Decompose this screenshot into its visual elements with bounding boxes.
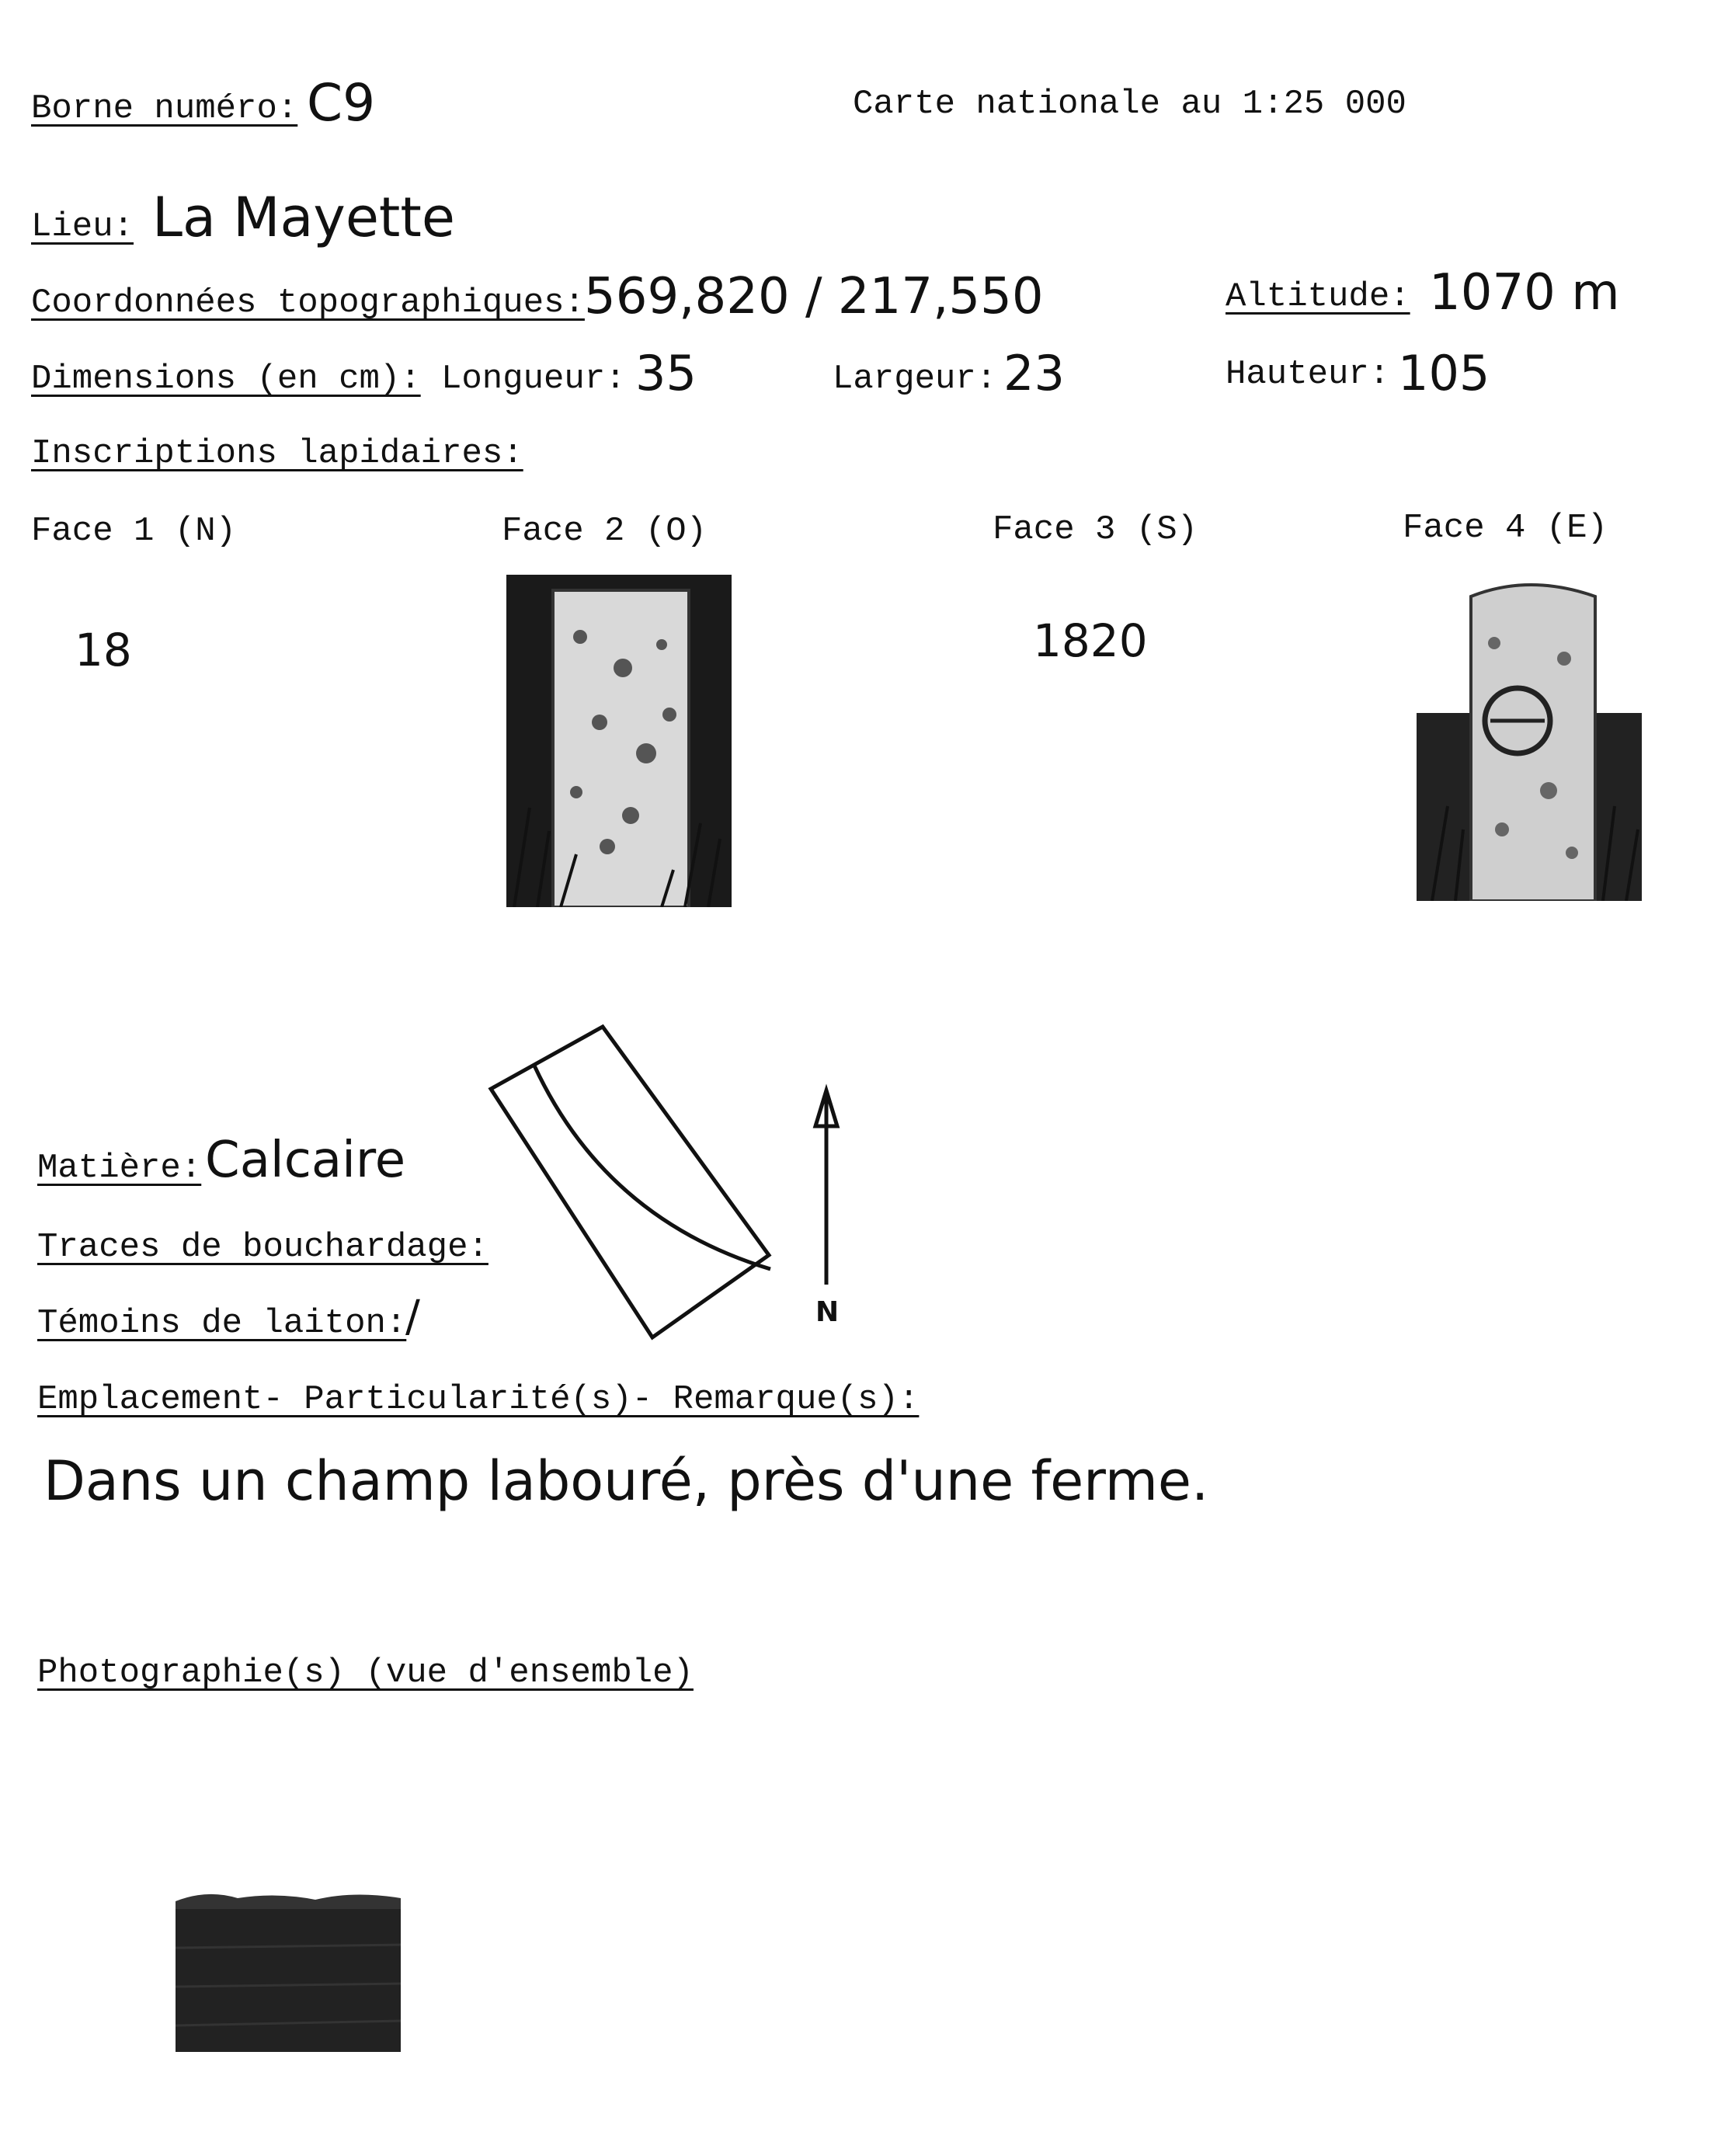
face-4-label: Face 4 (E) xyxy=(1403,509,1608,548)
altitude-label: Altitude: xyxy=(1226,277,1410,316)
borne-sketch xyxy=(482,1017,916,1344)
face-1-label: Face 1 (N) xyxy=(31,512,237,551)
borne-value: C9 xyxy=(307,73,376,133)
matiere-value: Calcaire xyxy=(205,1132,406,1189)
face-2-label: Face 2 (O) xyxy=(502,512,708,551)
borne-label: Borne numéro: xyxy=(31,89,298,128)
lieu-label: Lieu: xyxy=(31,207,134,246)
face-3-label: Face 3 (S) xyxy=(993,510,1198,549)
face-1-inscription: 18 xyxy=(75,624,132,676)
longueur-value: 35 xyxy=(635,345,697,402)
coordonnees-label: Coordonnées topographiques: xyxy=(31,283,585,322)
matiere-label: Matière: xyxy=(37,1149,202,1188)
photographie-label: Photographie(s) (vue d'ensemble) xyxy=(37,1654,694,1692)
emplacement-label: Emplacement- Particularité(s)- Remarque(s): xyxy=(37,1380,920,1419)
overview-photo xyxy=(176,1878,401,2052)
face-3-inscription: 1820 xyxy=(1033,614,1148,667)
coordonnees-value: 569,820 / 217,550 xyxy=(584,268,1044,325)
emplacement-value: Dans un champ labouré, près d'une ferme. xyxy=(43,1449,1209,1513)
face-4-photo xyxy=(1417,573,1642,901)
largeur-value: 23 xyxy=(1003,345,1065,402)
bouchardage-label: Traces de bouchardage: xyxy=(37,1228,488,1267)
carte-label: Carte nationale au 1:25 000 xyxy=(853,85,1406,123)
dimensions-label: Dimensions (en cm): xyxy=(31,360,421,398)
longueur-label: Longueur: xyxy=(441,360,626,398)
laiton-value: / xyxy=(405,1292,420,1342)
largeur-label: Largeur: xyxy=(833,360,997,398)
hauteur-value: 105 xyxy=(1398,345,1490,402)
lieu-value: La Mayette xyxy=(152,186,455,249)
north-label: N xyxy=(815,1296,840,1328)
face-2-photo xyxy=(506,575,732,907)
laiton-label: Témoins de laiton: xyxy=(37,1304,407,1343)
inscriptions-label: Inscriptions lapidaires: xyxy=(31,434,523,473)
hauteur-label: Hauteur: xyxy=(1226,355,1390,394)
altitude-value: 1070 m xyxy=(1429,264,1620,322)
